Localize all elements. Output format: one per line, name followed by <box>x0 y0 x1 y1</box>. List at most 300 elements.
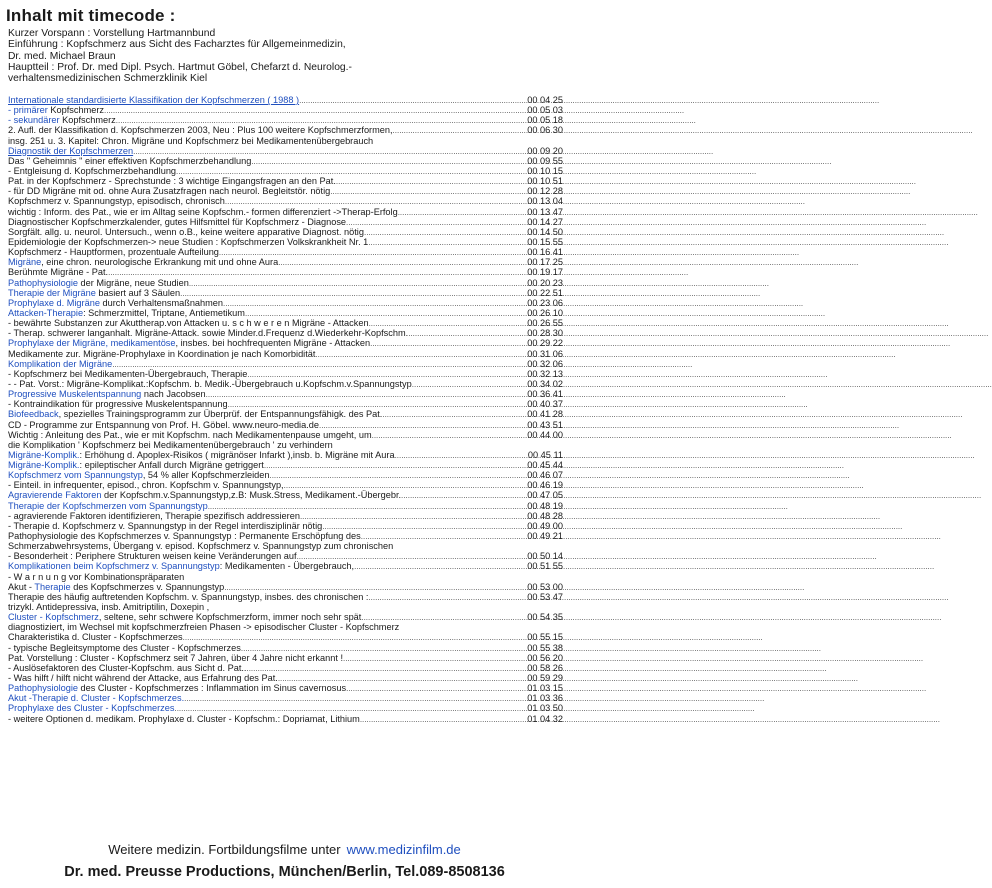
toc-entry-text <box>8 298 223 308</box>
toc-entry-description: trizykl. Antidepressiva, insb. Amitriptilin, Doxepin , <box>8 602 210 613</box>
toc-entry-description: - weitere Optionen d. medikam. Prophylaxe d. Cluster - Kopfschm.: Dopriamat, Lithium <box>8 713 360 724</box>
timecode: 00 53 47 <box>527 591 563 602</box>
toc-entry <box>8 196 563 206</box>
toc-entry <box>8 247 563 257</box>
toc-entry <box>8 572 563 582</box>
timecode: 00 51 55 <box>527 561 563 572</box>
toc-entry-description: Pat. in der Kopfschmerz - Sprechstunde : 3 wichtige Eingangsfragen an den Pat. <box>8 176 336 187</box>
timecode: 00 28 30 <box>527 328 563 339</box>
timecode: 00 31 06 <box>527 348 563 359</box>
dot-leader <box>368 593 525 603</box>
toc-entry-text <box>8 288 180 298</box>
toc-entry-text <box>8 541 393 551</box>
intro-block <box>8 28 563 84</box>
toc-entry-description: die Komplikation ' Kopfschmerz bei Medikamentenübergebrauch ' zu verhindern <box>8 439 333 450</box>
timecode: 00 59 29 <box>527 673 563 684</box>
toc-entry-description: Kopfschmerz <box>59 115 116 126</box>
toc-entry-description: Pat. Vorstellung : Cluster - Kopfschmerz seit 7 Jahren, über 4 Jahre nicht erkannt ! <box>8 652 343 663</box>
toc-entry-text <box>8 237 368 247</box>
toc-entry <box>8 207 563 217</box>
timecode: 00 47 05 <box>527 490 563 501</box>
toc-entry <box>8 673 563 683</box>
dot-leader <box>393 126 526 136</box>
toc-entry-text <box>8 389 206 399</box>
timecode: 00 26 55 <box>527 318 563 329</box>
toc-entry-text <box>8 328 408 338</box>
toc-entry-text <box>8 318 369 328</box>
toc-entry-topic: Komplikationen beim Kopfschmerz v. Spannungstyp <box>8 561 220 572</box>
toc-entry-description: , insbes. bei hochfrequenten Migräne - Attacken <box>175 338 371 349</box>
dot-leader <box>360 715 525 725</box>
toc-entry-text <box>8 257 278 267</box>
dot-leader <box>354 562 525 572</box>
toc-entry-topic: Progressive Muskelentspannung <box>8 389 142 400</box>
toc-entry-topic: - primärer <box>8 105 48 116</box>
toc-entry-text <box>8 551 297 561</box>
toc-entry-description: : Erhöhung d. Apoplex-Risikos ( migränöser Infarkt ),insb. b. Migräne mit Aura <box>79 449 395 460</box>
toc-entry <box>8 359 563 369</box>
toc-entry <box>8 470 563 480</box>
toc-entry <box>8 683 563 693</box>
toc-entry-description: - W a r n u n g vor Kombinationspräparaten <box>8 571 185 582</box>
timecode: 00 53 00 <box>527 581 563 592</box>
toc-entry-text <box>8 460 264 470</box>
timecode: 00 48 28 <box>527 510 563 521</box>
timecode: 00 04 25 <box>527 95 563 105</box>
toc-entry-description: : epileptischer Anfall durch Migräne getriggert <box>79 460 264 471</box>
dot-leader <box>330 187 525 197</box>
toc-entry-text <box>8 450 395 460</box>
toc-entry <box>8 338 563 348</box>
toc-entry <box>8 125 563 135</box>
toc-entry <box>8 511 563 521</box>
toc-entry <box>8 460 563 470</box>
toc-entry <box>8 278 563 288</box>
timecode: 00 45 11 <box>527 449 563 460</box>
toc-entry <box>8 592 563 602</box>
intro-line: Dr. med. Michael Braun <box>8 50 116 62</box>
toc-entry <box>8 389 563 399</box>
toc-entry-topic: Migräne <box>8 257 42 268</box>
toc-entry-description: Epidemiologie der Kopfschmerzen-> neue Studien : Kopfschmerzen Volkskrankheit Nr. 1 <box>8 236 369 247</box>
toc-entry-description: Das " Geheimnis " einer effektiven Kopfschmerzbehandlung <box>8 155 252 166</box>
toc-entry-description: nach Jacobsen <box>141 389 206 400</box>
toc-entry-text <box>8 653 343 663</box>
toc-entry <box>8 632 563 642</box>
toc-entry-description: - Kontraindikation für progressive Muskelentspannung <box>8 399 228 410</box>
toc-entry <box>8 298 563 308</box>
timecode: 00 15 55 <box>527 236 563 247</box>
timecode: 00 58 26 <box>527 662 563 673</box>
toc-entry-text <box>8 470 269 480</box>
toc-entry <box>8 521 563 531</box>
toc-entry <box>8 430 563 440</box>
dot-leader <box>278 258 525 268</box>
dot-leader <box>264 461 525 471</box>
toc-entry-description: Pathophysiologie des Kopfschmerzes v. Spannungstyp : Permanente Erschöpfung des <box>8 531 361 542</box>
toc-entry <box>8 227 563 237</box>
dot-leader <box>364 228 525 238</box>
timecode: 00 22 51 <box>527 287 563 298</box>
toc-entry-topic: Prophylaxe des Cluster - Kopfschmerzes <box>8 703 175 714</box>
dot-leader <box>223 299 525 309</box>
toc-entry <box>8 582 563 592</box>
toc-entry <box>8 217 563 227</box>
toc-entry-topic: Kopfschmerz vom Spannungstyp <box>8 470 143 481</box>
toc-entry <box>8 308 563 318</box>
timecode: 00 36 41 <box>527 389 563 400</box>
toc-entry-text <box>8 430 372 440</box>
toc-entry <box>8 409 563 419</box>
toc-entry-description: CD - Programme zur Entspannung von Prof. H. Göbel. www.neuro-media.de <box>8 419 319 430</box>
toc-entry-description: 2. Aufl. der Klassifikation d. Kopfschmerzen 2003, Neu : Plus 100 weitere Kopfschmerzformen, <box>8 125 393 136</box>
toc-entry-description: - Entgleisung d. Kopfschmerzbehandlung <box>8 165 177 176</box>
toc-entry-text <box>8 582 224 592</box>
toc-entry <box>8 379 563 389</box>
toc-entry-description: - für DD Migräne mit od. ohne Aura Zusatzfragen nach neurol. Begleitstör. nötig <box>8 186 331 197</box>
toc-entry <box>8 541 563 551</box>
dot-leader <box>370 339 525 349</box>
timecode: 00 48 19 <box>527 500 563 511</box>
toc-entry-description: : Medikamenten - Übergebrauch, <box>219 561 355 572</box>
toc-entry-text <box>8 105 104 115</box>
toc-entry-description: Charakteristika d. Cluster - Kopfschmerzes <box>8 632 183 643</box>
toc-entry-text <box>8 440 333 450</box>
dot-leader <box>300 512 525 522</box>
toc-entry-text <box>8 156 251 166</box>
toc-entry <box>8 166 563 176</box>
toc-entry-text <box>8 409 382 419</box>
toc-entry <box>8 490 563 500</box>
toc-entry-text <box>8 622 399 632</box>
toc-entry-text <box>8 511 300 521</box>
toc-entry-text <box>8 490 401 500</box>
toc-entry-description: - Was hilft / hilft nicht während der Attacke, aus Erfahrung des Pat. <box>8 673 278 684</box>
toc-entry-text <box>8 227 364 237</box>
dot-leader <box>184 694 525 704</box>
toc-entry <box>8 643 563 653</box>
toc-entry-text <box>8 136 373 146</box>
toc-entry-description: Wichtig : Anleitung des Pat., wie er mit Kopfschm. nach Medikamentenpause umgeht, um <box>8 429 372 440</box>
toc-entry-text <box>8 643 241 653</box>
toc-entry-text <box>8 501 208 511</box>
dot-leader <box>315 350 525 360</box>
dot-leader <box>180 289 525 299</box>
toc-entry <box>8 440 563 450</box>
toc-entry-topic: Attacken-Therapie <box>8 307 84 318</box>
toc-entry-text <box>8 207 398 217</box>
timecode: 00 13 47 <box>527 206 563 217</box>
toc-entry-description: - Therap. schwerer langanhalt. Migräne-Attack. sowie Minder.d.Frequenz d.Wiederkehr-Kopfschm. <box>8 328 409 339</box>
timecode: 00 56 20 <box>527 652 563 663</box>
dot-leader <box>346 218 525 228</box>
toc-entry-text <box>8 663 246 673</box>
toc-entry-text <box>8 531 361 541</box>
toc-entry-topic: Therapie der Kopfschmerzen vom Spannungstyp <box>8 500 208 511</box>
timecode: 00 55 38 <box>527 642 563 653</box>
toc-entry-description: - Einteil. in infrequenter, episod., chron. Kopfschm v. Spannungstyp, <box>8 480 284 491</box>
timecode: 01 03 36 <box>527 693 563 704</box>
toc-entry-fragment: Therapie <box>34 581 71 592</box>
timecode: 00 43 51 <box>527 419 563 430</box>
toc-entry-text <box>8 278 189 288</box>
dot-leader <box>401 491 525 501</box>
toc-entry-text <box>8 166 176 176</box>
toc-entry <box>8 257 563 267</box>
toc-entry-description: der Kopfschm.v.Spannungstyp,z.B: Musk.Stress, Medikament.-Übergebr. <box>101 490 402 501</box>
dot-leader <box>346 684 525 694</box>
toc-entry-description: Medikamente zur. Migräne-Prophylaxe in Koordination je nach Komorbidität <box>8 348 316 359</box>
timecode-list <box>8 95 563 724</box>
toc-entry-text <box>8 338 370 348</box>
intro-line: Kurzer Vorspann : Vorstellung Hartmannbund <box>8 28 216 39</box>
timecode: 00 46 07 <box>527 470 563 481</box>
toc-entry-topic: Therapie der Migräne <box>8 287 96 298</box>
toc-entry <box>8 653 563 663</box>
timecode: 00 09 20 <box>527 145 563 156</box>
toc-entry-text <box>8 95 299 105</box>
timecode: 00 19 17 <box>527 267 563 278</box>
toc-entry <box>8 399 563 409</box>
toc-entry <box>8 318 563 328</box>
toc-entry-text <box>8 480 284 490</box>
dot-leader <box>246 664 525 674</box>
toc-entry-description: - Therapie d. Kopfschmerz v. Spannungstyp in der Regel interdisziplinär nötig <box>8 520 323 531</box>
toc-entry <box>8 115 563 125</box>
toc-entry-description: - Auslösefaktoren des Cluster-Kopfschm. aus Sicht d. Pat.. <box>8 662 247 673</box>
timecode: 00 41 28 <box>527 409 563 420</box>
dot-leader <box>269 471 525 481</box>
toc-entry-description: Berühmte Migräne - Pat. <box>8 267 109 278</box>
toc-entry-description: der Migräne, neue Studien <box>77 277 189 288</box>
timecode: 00 29 22 <box>527 338 563 349</box>
toc-entry-text <box>8 379 412 389</box>
dot-leader <box>206 390 526 400</box>
timecode: 00 55 15 <box>527 632 563 643</box>
dot-leader <box>412 380 525 390</box>
toc-entry <box>8 612 563 622</box>
toc-entry-topic: Internationale standardisierte Klassifikation der Kopfschmerzen ( 1988 ) <box>8 95 300 105</box>
timecode: 00 23 06 <box>527 297 563 308</box>
timecode: 00 45 44 <box>527 460 563 471</box>
toc-entry <box>8 703 563 713</box>
footer-text: Weitere medizin. Fortbildungsfilme unter <box>108 842 341 857</box>
toc-entry-text <box>8 196 225 206</box>
timecode: 00 49 21 <box>527 531 563 542</box>
toc-entry-description: - Kopfschmerz bei Medikamenten-Übergebrauch, Therapie <box>8 368 248 379</box>
timecode: 00 32 06 <box>527 358 563 369</box>
dot-leader <box>398 208 526 218</box>
timecode: 00 44 00 <box>527 429 563 440</box>
toc-entry-text <box>8 186 330 196</box>
dot-leader <box>299 96 525 106</box>
toc-entry-description: diagnostiziert, im Wechsel mit kopfschmerzfreien Phasen -> episodischer Cluster - Kopfschmerz <box>8 622 400 633</box>
toc-entry-fragment: Akut - <box>8 581 35 592</box>
toc-entry-description: , seltene, sehr schwere Kopfschmerzform, immer noch sehr spät <box>98 612 362 623</box>
toc-entry-text <box>8 693 184 703</box>
toc-entry-text <box>8 217 346 227</box>
toc-entry <box>8 95 563 105</box>
toc-entry <box>8 531 563 541</box>
toc-entry-topic: Komplikation der Migräne <box>8 358 113 369</box>
toc-entry-description: , 54 % aller Kopfschmerzleiden <box>142 470 270 481</box>
toc-entry-description: - typische Begleitsymptome des Cluster - Kopfschmerzes <box>8 642 241 653</box>
toc-entry-description: des Cluster - Kopfschmerzes : Inflammation im Sinus cavernosus <box>77 683 347 694</box>
toc-entry-text <box>8 399 228 409</box>
dot-leader <box>372 431 526 441</box>
dot-leader <box>251 157 525 167</box>
toc-entry-text <box>8 247 219 257</box>
toc-entry <box>8 349 563 359</box>
toc-entry-text <box>8 521 322 531</box>
toc-entry-topic: Biofeedback <box>8 409 59 420</box>
dot-leader <box>104 106 525 116</box>
toc-entry <box>8 480 563 490</box>
toc-entry <box>8 288 563 298</box>
toc-entry-description: - Besonderheit : Periphere Strukturen weisen keine Veränderungen auf <box>8 551 297 562</box>
toc-entry-text <box>8 359 112 369</box>
timecode: 00 17 25 <box>527 257 563 268</box>
toc-entry-text <box>8 673 278 683</box>
toc-entry-topic: Akut -Therapie d. Cluster - Kopfschmerzes. <box>8 693 185 704</box>
toc-entry <box>8 176 563 186</box>
toc-entry-fragment: des Kopfschmerzes v. Spannungstyp <box>70 581 225 592</box>
toc-entry-description: Sorgfält. allg. u. neurol. Untersuch., wenn o.B., keine weitere apparative Diagnost. nötig <box>8 226 364 237</box>
dot-leader <box>336 177 525 187</box>
toc-entry-text <box>8 632 183 642</box>
toc-entry-topic: - sekundärer <box>8 115 60 126</box>
dot-leader <box>189 279 525 289</box>
timecode: 00 10 15 <box>527 165 563 176</box>
toc-entry <box>8 105 563 115</box>
toc-entry-text <box>8 308 245 318</box>
toc-entry <box>8 146 563 156</box>
toc-entry-topic: Diagnostik der Kopfschmerzen <box>8 145 134 156</box>
toc-entry-text <box>8 683 346 693</box>
timecode: 00 49 00 <box>527 520 563 531</box>
timecode: 01 03 50 <box>527 703 563 714</box>
toc-entry-description: Kopfschmerz v. Spannungstyp, episodisch, chronisch <box>8 196 225 207</box>
timecode: 00 05 18 <box>527 115 563 126</box>
toc-entry-description: insg. 251 u. 3. Kapitel: Chron. Migräne und Kopfschmerz bei Medikamentenübergebrauch <box>8 135 374 146</box>
timecode: 00 16 41 <box>527 247 563 258</box>
timecode: 00 40 37 <box>527 399 563 410</box>
timecode: 00 14 50 <box>527 226 563 237</box>
intro-line: verhaltensmedizinischen Schmerzklinik Kiel <box>8 73 208 85</box>
timecode: 00 26 10 <box>527 307 563 318</box>
toc-entry <box>8 328 563 338</box>
toc-entry-description: - agravierende Faktoren identifizieren, Therapie spezifisch addressieren <box>8 510 300 521</box>
toc-entry <box>8 237 563 247</box>
toc-entry <box>8 663 563 673</box>
toc-entry <box>8 450 563 460</box>
toc-entry <box>8 267 563 277</box>
footer-website-line <box>0 842 569 857</box>
toc-entry-description: Kopfschmerz <box>47 105 104 116</box>
toc-entry <box>8 714 563 724</box>
toc-entry-description: - - Pat. Vorst.: Migräne-Komplikat.:Kopfschm. b. Medik.-Übergebrauch u.Kopfschm.v.Spannungstyp <box>8 378 412 389</box>
toc-entry <box>8 186 563 196</box>
footer-company: Dr. med. Preusse Productions, München/Berlin, Tel.089-8508136 <box>64 864 505 880</box>
timecode: 00 06 30 <box>527 125 563 136</box>
toc-entry-description: Diagnostischer Kopfschmerzkalender, gutes Hilfsmittel für Kopfschmerz - Diagnose <box>8 216 347 227</box>
toc-entry-description: basiert auf 3 Säulen <box>95 287 181 298</box>
toc-entry <box>8 501 563 511</box>
timecode: 00 50 14 <box>527 551 563 562</box>
toc-entry-description: Schmerzabwehrsystems, Übergang v. episod. Kopfschmerz v. Spannungstyp zum chronischen <box>8 541 394 552</box>
toc-entry-text <box>8 369 247 379</box>
toc-entry <box>8 561 563 571</box>
toc-entry-text <box>8 714 360 724</box>
toc-entry-text <box>8 703 174 713</box>
toc-entry-text <box>8 572 184 582</box>
timecode: 01 04 32 <box>527 713 563 724</box>
toc-entry-description: durch Verhaltensmaßnahmen <box>99 297 224 308</box>
toc-entry <box>8 551 563 561</box>
toc-entry-text <box>8 146 133 156</box>
dot-leader <box>382 410 525 420</box>
toc-entry-description: Therapie des häufig auftretenden Kopfschm. v. Spannungstyp, insbes. des chronischen : <box>8 591 369 602</box>
timecode: 01 03 15 <box>527 683 563 694</box>
toc-entry <box>8 420 563 430</box>
toc-entry-description: wichtig : Inform. des Pat., wie er im Alltag seine Kopfschm.- formen differenziert ->Therap-Erfolg <box>8 206 398 217</box>
toc-entry-text <box>8 176 336 186</box>
timecode: 00 05 03 <box>527 105 563 116</box>
toc-entry-text <box>8 115 116 125</box>
toc-entry-text <box>8 349 315 359</box>
toc-entry-text <box>8 602 209 612</box>
toc-entry-topic: Migräne-Komplik. <box>8 449 80 460</box>
toc-entry-text <box>8 592 368 602</box>
toc-entry-topic: Migräne-Komplik. <box>8 460 80 471</box>
toc-entry <box>8 622 563 632</box>
toc-entry-topic: Prophylaxe der Migräne, medikamentöse <box>8 338 176 349</box>
timecode: 00 54 35 <box>527 612 563 623</box>
toc-entry-topic: Cluster - Kopfschmerz <box>8 612 99 623</box>
timecode: 00 10 51 <box>527 176 563 187</box>
toc-entry-description: , spezielles Trainingsprogramm zur Überprüf. der Entspannungsfähigk. des Pat. <box>58 409 383 420</box>
timecode: 00 20 23 <box>527 277 563 288</box>
toc-entry-description: Kopfschmerz - Hauptformen, prozentuale Aufteilung <box>8 247 219 258</box>
toc-entry-text <box>8 420 319 430</box>
intro-line: Hauptteil : Prof. Dr. med Dipl. Psych. Hartmut Göbel, Chefarzt d. Neurolog.- <box>8 61 352 73</box>
toc-entry-description: - bewährte Substanzen zur Akuttherap.von Attacken u. s c h w e r e n Migräne - Attacken <box>8 318 369 329</box>
toc-entry-topic: Pathophysiologie <box>8 683 78 694</box>
toc-entry-description: , eine chron. neurologische Erkrankung mit und ohne Aura <box>41 257 279 268</box>
toc-entry-description: : Schmerzmittel, Triptane, Antiemetikum <box>83 307 245 318</box>
timecode: 00 13 04 <box>527 196 563 207</box>
dot-leader <box>395 451 526 461</box>
toc-entry-text <box>8 125 393 135</box>
toc-entry <box>8 369 563 379</box>
timecode: 00 46 19 <box>527 480 563 491</box>
timecode: 00 12 28 <box>527 186 563 197</box>
page-title: Inhalt mit timecode : <box>6 6 176 25</box>
timecode: 00 34 02 <box>527 378 563 389</box>
toc-entry-text <box>8 612 361 622</box>
dot-leader <box>368 238 525 248</box>
toc-entry-topic: Agravierende Faktoren <box>8 490 102 501</box>
toc-entry-topic: Pathophysiologie <box>8 277 78 288</box>
toc-entry-text <box>8 267 108 277</box>
dot-leader <box>343 654 525 664</box>
website-link[interactable]: www.medizinfilm.de <box>346 842 461 857</box>
dot-leader <box>408 329 525 339</box>
toc-entry-topic: Prophylaxe d. Migräne <box>8 297 100 308</box>
toc-entry <box>8 156 563 166</box>
timecode: 00 32 13 <box>527 368 563 379</box>
toc-entry <box>8 602 563 612</box>
